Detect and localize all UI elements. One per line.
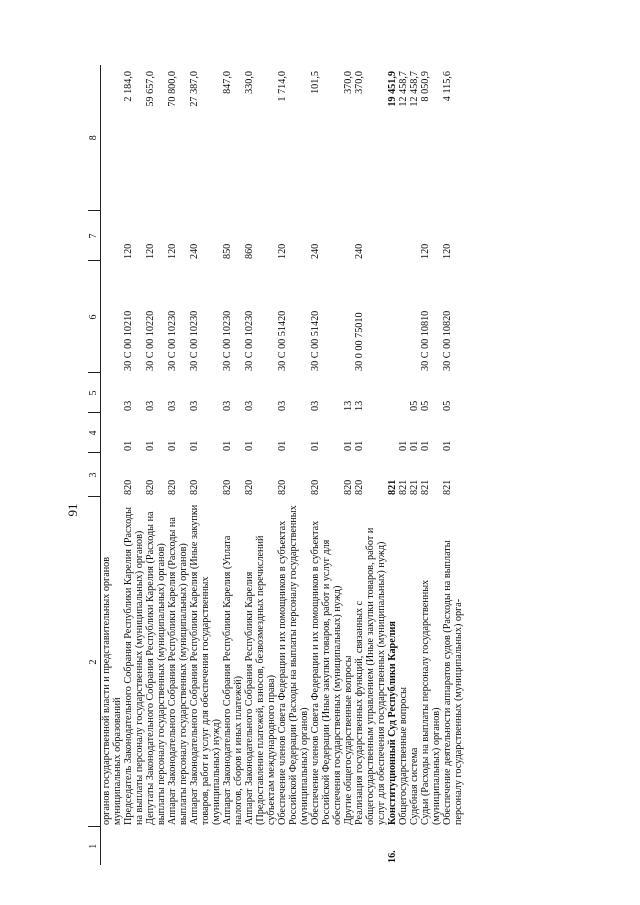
col-header-6: 6 xyxy=(88,261,101,373)
cell-c8: 370,0 xyxy=(343,71,354,94)
cell-name: Председатель Законодательного Собрания Республики Карелия (Расходы на выплаты персоналу государственных (муниципальных) органов) xyxy=(123,507,145,825)
page-number: 91 xyxy=(65,503,80,517)
cell-c4: 01 xyxy=(354,440,365,451)
cell-c8: 847,0 xyxy=(222,71,233,94)
cell-c8: 12 458,7 xyxy=(409,71,420,107)
cell-c3: 821 xyxy=(387,479,398,495)
cell-name: Депутаты Законодательного Собрания Республики Карелия (Расходы на выплаты персоналу государственных (муниципальных) органов) xyxy=(145,511,167,825)
cell-c5: 03 xyxy=(244,400,255,411)
cell-name: Аппарат Законодательного Собрания Республики Карелия (Уплата налогов, сборов и иных платежей) xyxy=(222,535,244,825)
budget-table-rotated xyxy=(88,65,623,865)
cell-c5: 13 xyxy=(343,400,354,411)
budget-table xyxy=(88,65,464,865)
cell-c6 xyxy=(343,261,354,373)
cell-c8: 12 458,7 xyxy=(398,71,409,107)
table-row xyxy=(222,65,244,865)
cell-c7: 120 xyxy=(442,243,453,259)
cell-no xyxy=(310,827,343,865)
cell-c4: 01 xyxy=(222,440,233,451)
cell-c6: 30 С 00 10230 xyxy=(222,310,233,371)
cell-c3: 820 xyxy=(167,479,178,495)
cell-c7: 120 xyxy=(167,243,178,259)
cell-c6: 30 С 00 51420 xyxy=(277,310,288,371)
cell-c3: 820 xyxy=(189,479,200,495)
cell-no xyxy=(354,827,387,865)
cell-c5: 03 xyxy=(310,400,321,411)
cell-c3: 820 xyxy=(343,479,354,495)
cell-c3: 820 xyxy=(354,479,365,495)
cell-c5: 03 xyxy=(167,400,178,411)
cell-c3 xyxy=(101,453,124,497)
table-row xyxy=(387,65,398,865)
col-header-3: 3 xyxy=(88,453,101,497)
cell-c4: 01 xyxy=(310,440,321,451)
cell-c7: 120 xyxy=(123,243,134,259)
col-header-1: 1 xyxy=(88,827,101,865)
cell-name: Судьи (Расходы на выплаты персоналу государственных (муниципальных) органов) xyxy=(420,579,442,825)
col-header-5: 5 xyxy=(88,373,101,413)
cell-c7: 120 xyxy=(145,243,156,259)
cell-no xyxy=(222,827,244,865)
cell-c7 xyxy=(343,211,354,261)
cell-no xyxy=(244,827,277,865)
table-row xyxy=(420,65,442,865)
cell-name: Аппарат Законодательного Собрания Республики Карелия (Расходы на выплаты персоналу государственных (муниципальных) органов) xyxy=(167,517,189,825)
cell-c6: 30 С 00 10230 xyxy=(189,310,200,371)
cell-c4: 01 xyxy=(343,440,354,451)
cell-c5: 05 xyxy=(420,400,431,411)
cell-c4: 01 xyxy=(189,440,200,451)
cell-name: Общегосударственные вопросы xyxy=(398,687,409,825)
cell-c6: 30 С 00 10210 xyxy=(123,310,134,371)
cell-no xyxy=(101,827,124,865)
cell-c8: 59 657,0 xyxy=(145,71,156,107)
col-header-4: 4 xyxy=(88,413,101,453)
table-body xyxy=(101,65,465,865)
cell-c5: 03 xyxy=(145,400,156,411)
cell-c4: 01 xyxy=(398,440,409,451)
table-row xyxy=(442,65,464,865)
cell-c6: 30 0 00 75010 xyxy=(354,312,365,371)
cell-c4: 01 xyxy=(420,440,431,451)
cell-c7: 120 xyxy=(277,243,288,259)
cell-c8 xyxy=(101,65,124,211)
cell-c4: 01 xyxy=(442,440,453,451)
cell-c3: 820 xyxy=(222,479,233,495)
cell-c7: 860 xyxy=(244,243,255,259)
cell-no xyxy=(145,827,167,865)
cell-c7: 240 xyxy=(354,243,365,259)
cell-c4: 01 xyxy=(244,440,255,451)
cell-no xyxy=(409,827,420,865)
table-row xyxy=(277,65,310,865)
cell-c7: 850 xyxy=(222,243,233,259)
col-header-2: 2 xyxy=(88,497,101,827)
cell-c4: 01 xyxy=(409,440,420,451)
cell-c5 xyxy=(387,373,398,413)
cell-c8: 70 800,0 xyxy=(167,71,178,107)
cell-c8: 19 451,9 xyxy=(387,71,398,107)
cell-c6: 30 С 00 10820 xyxy=(442,310,453,371)
table-row xyxy=(189,65,222,865)
cell-c6 xyxy=(398,261,409,373)
cell-c3: 820 xyxy=(310,479,321,495)
cell-c6 xyxy=(101,261,124,373)
cell-name: Конституционный Суд Республики Карелия xyxy=(387,621,398,825)
cell-c7: 240 xyxy=(310,243,321,259)
col-header-8: 8 xyxy=(88,65,101,211)
table-row xyxy=(244,65,277,865)
cell-no xyxy=(442,827,464,865)
cell-c5: 03 xyxy=(277,400,288,411)
cell-c3: 820 xyxy=(145,479,156,495)
cell-c3: 821 xyxy=(442,479,453,495)
cell-name: Реализация государственных функций, связанных с общегосударственным управлением (Иные закупки товаров, работ и услуг для обеспечения государственных (муниципальных) нужд) xyxy=(354,527,387,825)
cell-c8: 2 184,0 xyxy=(123,71,134,102)
cell-no xyxy=(420,827,442,865)
cell-c7 xyxy=(101,211,124,261)
cell-no xyxy=(189,827,222,865)
table-row xyxy=(145,65,167,865)
cell-c5: 05 xyxy=(442,400,453,411)
cell-c6: 30 С 00 10220 xyxy=(145,310,156,371)
cell-c7: 120 xyxy=(420,243,431,259)
cell-c7 xyxy=(409,211,420,261)
table-row xyxy=(409,65,420,865)
table-row xyxy=(123,65,145,865)
cell-name: Аппарат Законодательного Собрания Республики Карелия (Иные закупки товаров, работ и услуг для обеспечения государственных (муниципальных) нужд) xyxy=(189,504,222,825)
table-row xyxy=(398,65,409,865)
cell-c3: 821 xyxy=(398,479,409,495)
cell-c8: 8 050,9 xyxy=(420,71,431,102)
col-header-7: 7 xyxy=(88,211,101,261)
cell-c6: 30 С 00 10230 xyxy=(244,310,255,371)
cell-c6 xyxy=(387,261,398,373)
cell-c4: 01 xyxy=(277,440,288,451)
cell-c5 xyxy=(398,373,409,413)
cell-name: Другие общегосударственные вопросы xyxy=(343,655,354,825)
table-row xyxy=(310,65,343,865)
cell-c5: 03 xyxy=(189,400,200,411)
table-row xyxy=(101,65,124,865)
cell-c6: 30 С 00 51420 xyxy=(310,310,321,371)
cell-c8: 27 387,0 xyxy=(189,71,200,107)
cell-c5: 03 xyxy=(123,400,134,411)
cell-c3: 821 xyxy=(409,479,420,495)
cell-c4: 01 xyxy=(167,440,178,451)
cell-c5: 03 xyxy=(222,400,233,411)
cell-no xyxy=(123,827,145,865)
cell-c5: 05 xyxy=(409,400,420,411)
cell-name: Обеспечение членов Совета Федерации и их помощников в субъектах Российской Федерации (Иные закупки товаров, работ и услуг для обеспечения государственных (муниципальных) нужд) xyxy=(310,520,343,825)
cell-name: Обеспечение деятельности аппаратов судов (Расходы на выплаты персоналу государственных (муниципальных) орга- xyxy=(442,540,464,825)
cell-name: Судебная система xyxy=(409,747,420,825)
cell-name: Обеспечение членов Совета Федерации и их помощников в субъектах Российской Федерации (Расходы на выплаты персоналу государственных (муниципальных) органов) xyxy=(277,505,310,825)
cell-c3: 820 xyxy=(277,479,288,495)
cell-c4: 01 xyxy=(123,440,134,451)
cell-no xyxy=(167,827,189,865)
cell-c4 xyxy=(101,413,124,453)
cell-c8: 330,0 xyxy=(244,71,255,94)
cell-c4: 01 xyxy=(145,440,156,451)
cell-c5: 13 xyxy=(354,400,365,411)
cell-c6 xyxy=(409,261,420,373)
cell-c7 xyxy=(398,211,409,261)
cell-c8: 4 115,6 xyxy=(442,71,453,102)
cell-c4 xyxy=(387,413,398,453)
header-row xyxy=(88,65,101,865)
cell-c8: 101,5 xyxy=(310,71,321,94)
cell-c3: 821 xyxy=(420,479,431,495)
cell-no xyxy=(277,827,310,865)
cell-c6: 30 С 00 10810 xyxy=(420,310,431,371)
table-row xyxy=(167,65,189,865)
cell-no xyxy=(343,827,354,865)
cell-c3: 820 xyxy=(244,479,255,495)
cell-c7: 240 xyxy=(189,243,200,259)
table-row xyxy=(354,65,387,865)
cell-c7 xyxy=(387,211,398,261)
cell-c3: 820 xyxy=(123,479,134,495)
cell-no xyxy=(398,827,409,865)
cell-name: Аппарат Законодательного Собрания Республики Карелия (Предоставление платежей, взносов, безвозмездных перечислений субъектам международного права) xyxy=(244,535,277,825)
table-row xyxy=(343,65,354,865)
cell-c5 xyxy=(101,373,124,413)
cell-name: органов государственной власти и представительных органов муниципальных образований xyxy=(101,556,123,825)
cell-c8: 370,0 xyxy=(354,71,365,94)
cell-no: 16. xyxy=(387,850,398,863)
cell-c6: 30 С 00 10230 xyxy=(167,310,178,371)
cell-c8: 1 714,0 xyxy=(277,71,288,102)
